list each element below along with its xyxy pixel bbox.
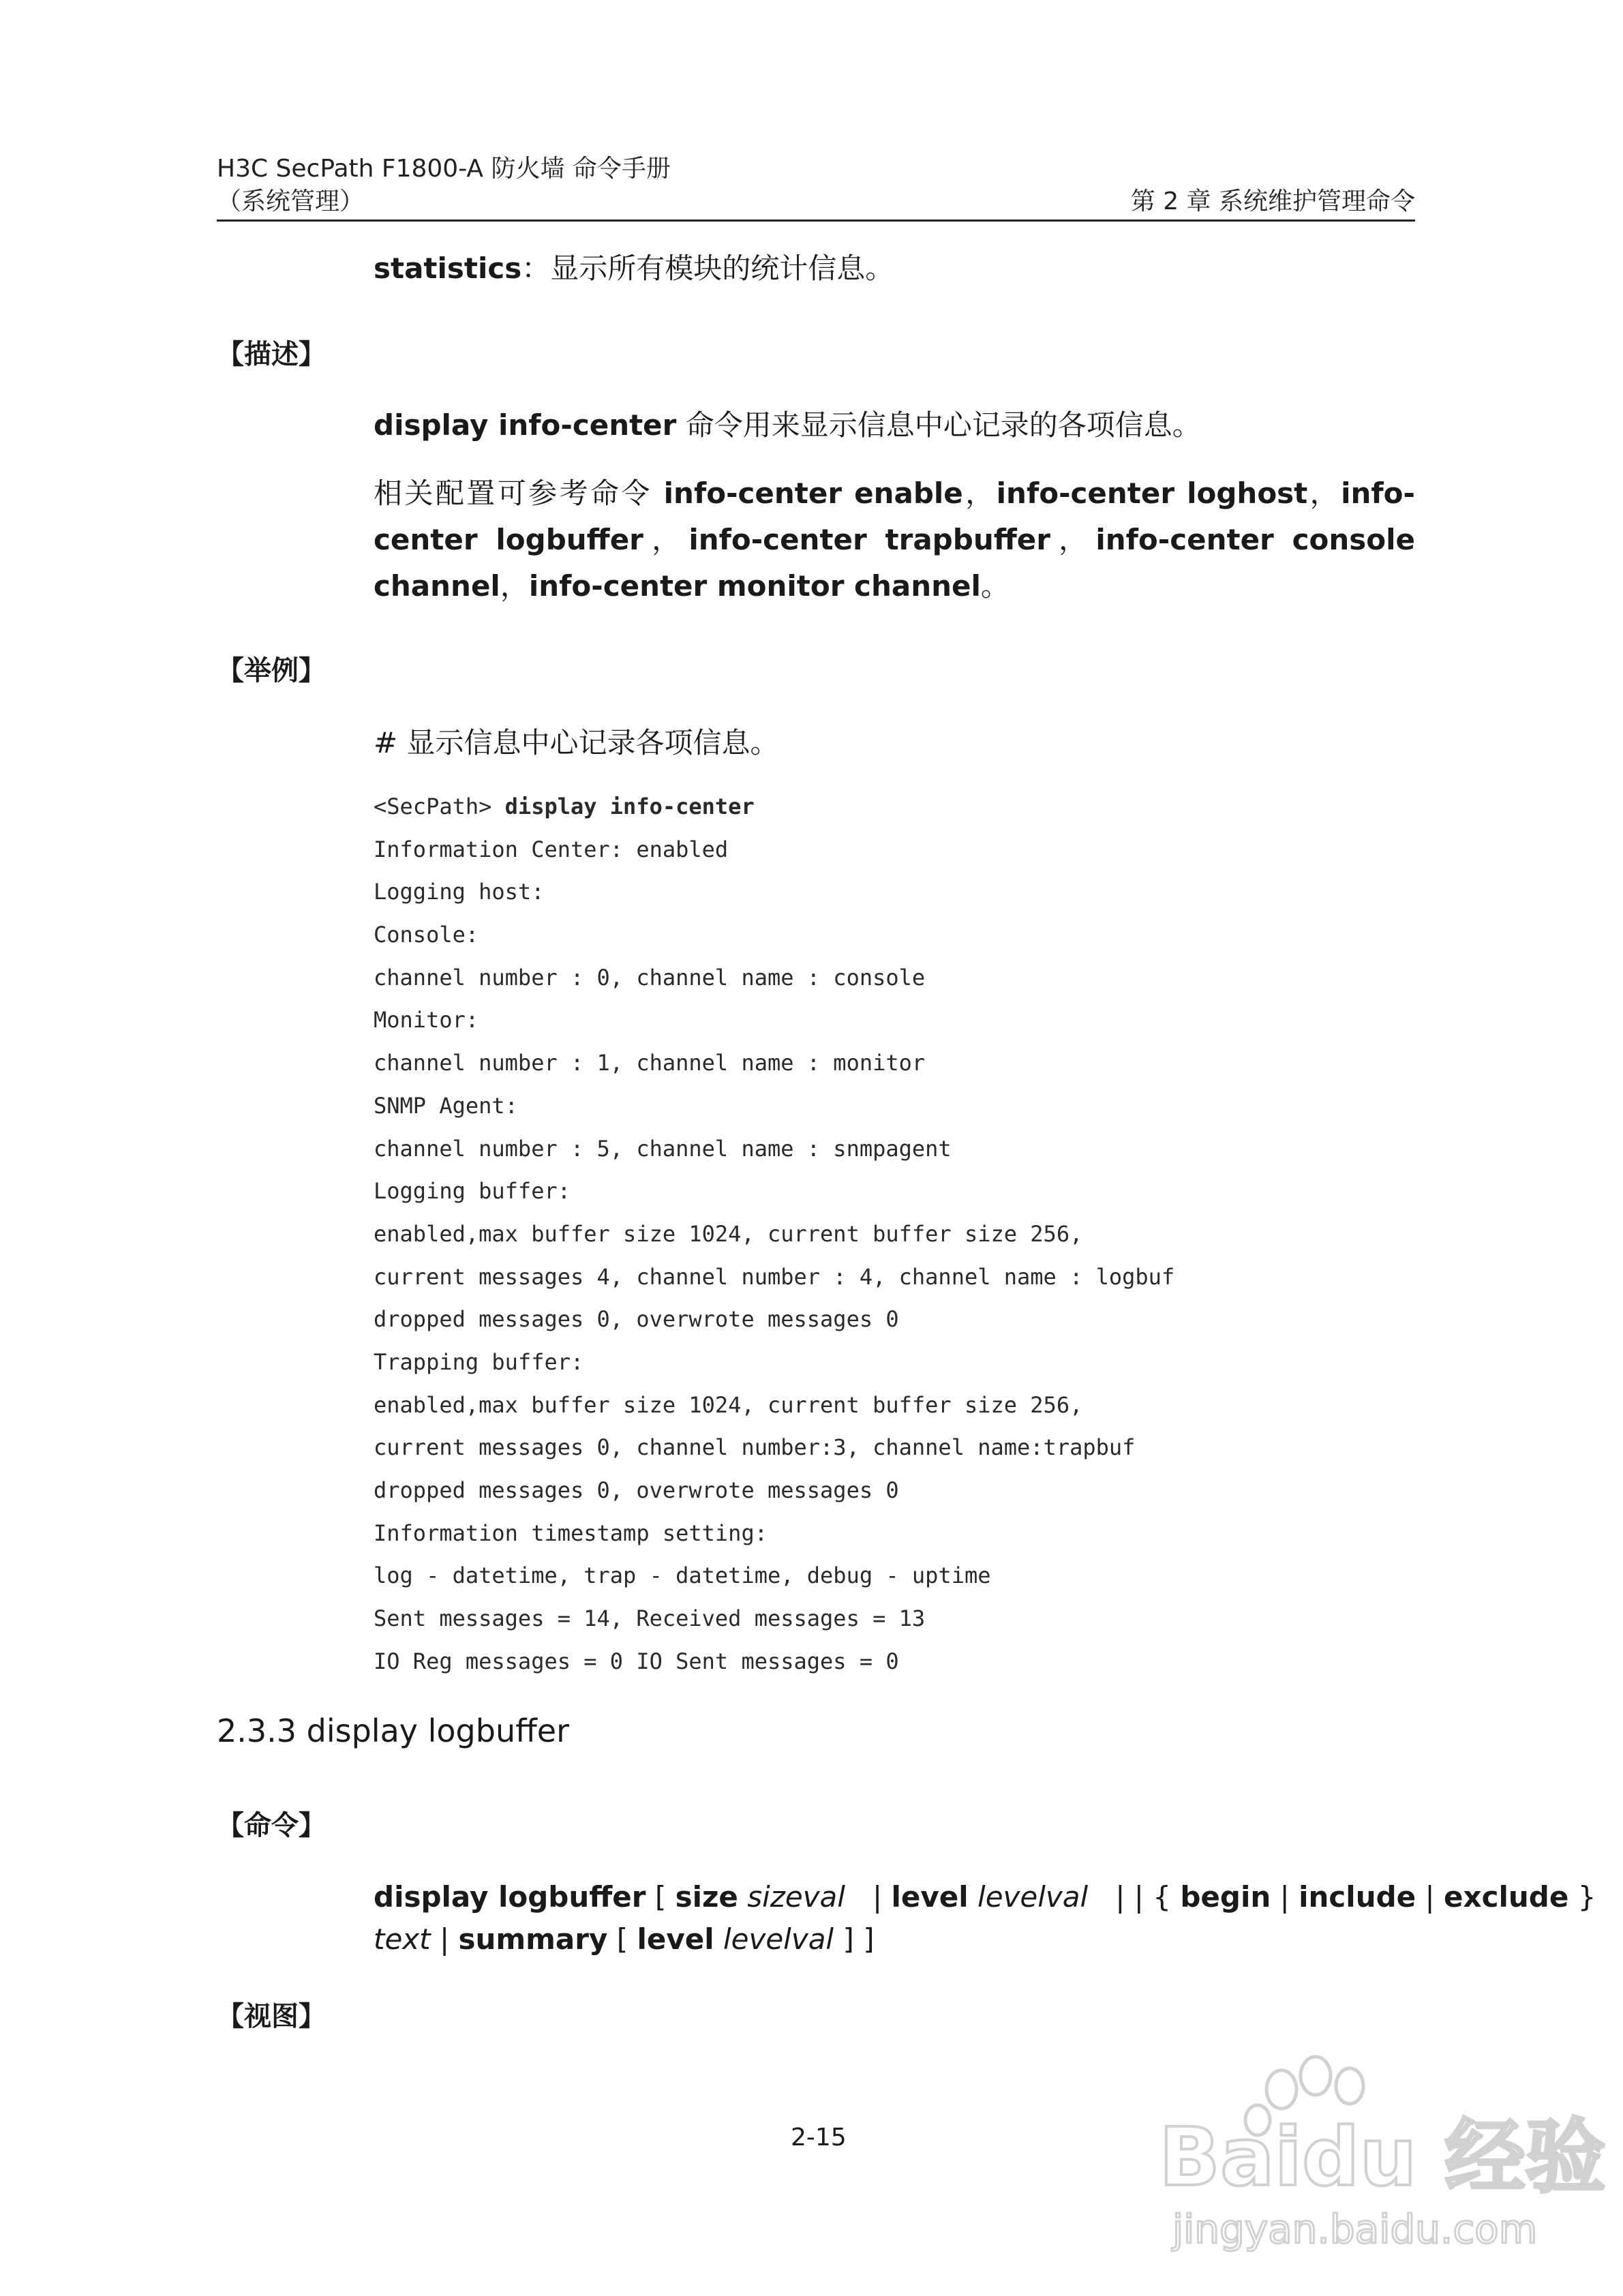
syntax-token: | (1271, 1880, 1299, 1914)
related-end: 。 (980, 569, 1010, 603)
code-line: channel number : 1, channel name : monitor (374, 1050, 926, 1076)
syntax-token: | (845, 1880, 892, 1914)
describe-paragraph-2 (374, 470, 1415, 609)
syntax-line-1 (374, 1876, 1596, 1918)
code-line: Information Center: enabled (374, 836, 729, 862)
code-line: Console: (374, 922, 479, 948)
related-cmd-4: info-center trapbuffer (688, 523, 1050, 556)
syntax-token: | (430, 1922, 459, 1956)
related-cmd-1: info-center enable (663, 477, 963, 510)
describe-text: 命令用来显示信息中心记录的各项信息。 (676, 408, 1201, 442)
syntax-token (714, 1922, 723, 1956)
syntax-token: ] ] (834, 1922, 875, 1956)
code-line: IO Reg messages = 0 IO Sent messages = 0 (374, 1648, 899, 1674)
header-doc-title: H3C SecPath F1800-A 防火墙 命令手册 (217, 155, 671, 183)
code-line: Logging host: (374, 879, 545, 905)
describe-paragraph-1 (374, 409, 1201, 442)
syntax-token: begin (1180, 1880, 1271, 1914)
syntax-token: text (374, 1922, 431, 1956)
code-line: Sent messages = 14, Received messages = 13 (374, 1605, 926, 1632)
code-line: SNMP Agent: (374, 1092, 518, 1119)
code-line: dropped messages 0, overwrote messages 0 (374, 1477, 899, 1503)
code-line: enabled,max buffer size 1024, current buffer size 256, (374, 1220, 1083, 1247)
related-sep-2: ， (1307, 477, 1341, 510)
code-line: current messages 0, channel number:3, channel name:trapbuf (374, 1434, 1136, 1461)
syntax-token: | | { (1088, 1880, 1181, 1914)
code-line: log - datetime, trap - datetime, debug - uptime (374, 1562, 991, 1589)
syntax-token: level (637, 1922, 714, 1956)
syntax-token: size (675, 1880, 738, 1914)
related-sep-1: ， (962, 477, 997, 510)
syntax-token: sizeval (747, 1880, 845, 1914)
code-line: Trapping buffer: (374, 1348, 584, 1375)
header-chapter: 第 2 章 系统维护管理命令 (1130, 187, 1415, 215)
code-command: display info-center (504, 794, 755, 819)
code-line: channel number : 5, channel name : snmpagent (374, 1135, 952, 1162)
code-line: Monitor: (374, 1007, 479, 1033)
section-heading-describe: 【描述】 (217, 339, 326, 370)
subsection-title: 2.3.3 display logbuffer (217, 1712, 570, 1749)
syntax-token: | (1416, 1880, 1444, 1914)
watermark-brand: Baidu 经验 (1159, 2110, 1606, 2204)
syntax-token: levelval (723, 1922, 834, 1956)
statistics-keyword: statistics (374, 252, 522, 285)
syntax-token: exclude (1444, 1880, 1569, 1914)
related-intro: 相关配置可参考命令 (374, 477, 664, 510)
section-heading-view: 【视图】 (217, 2001, 326, 2032)
related-cmd-2: info-center loghost (996, 477, 1308, 510)
related-sep-3: ， (643, 523, 689, 556)
syntax-token: [ (607, 1922, 637, 1956)
syntax-line-2 (374, 1918, 1596, 1961)
code-line: current messages 4, channel number : 4, channel name : logbuf (374, 1263, 1175, 1290)
code-line: channel number : 0, channel name : console (374, 964, 926, 991)
related-sep-5: ， (500, 569, 529, 603)
baidu-jingyan-watermark (1152, 2049, 1606, 2253)
header-doc-subtitle: （系统管理） (217, 187, 365, 215)
related-cmd-3: info-center logbuffer (374, 477, 1415, 556)
section-heading-command: 【命令】 (217, 1810, 326, 1841)
syntax-token: levelval (977, 1880, 1089, 1914)
syntax-token (969, 1880, 977, 1914)
syntax-token: [ (646, 1880, 676, 1914)
code-block (374, 785, 1464, 1682)
syntax-token: display logbuffer (374, 1880, 646, 1914)
code-line-command (374, 785, 1464, 828)
syntax-token: level (891, 1880, 969, 1914)
page-number: 2-15 (791, 2124, 847, 2151)
code-line: enabled,max buffer size 1024, current buffer size 256, (374, 1391, 1083, 1418)
code-line: Information timestamp setting: (374, 1520, 768, 1546)
section-heading-example: 【举例】 (217, 655, 326, 686)
code-prompt: <SecPath> (374, 794, 505, 819)
syntax-token (738, 1880, 747, 1914)
command-syntax (374, 1876, 1596, 1961)
related-cmd-6: info-center monitor channel (528, 569, 981, 603)
code-line: Logging buffer: (374, 1178, 571, 1205)
header-rule (217, 220, 1415, 222)
syntax-token: summary (458, 1922, 608, 1956)
syntax-token: include (1299, 1880, 1416, 1914)
watermark-url: jingyan.baidu.com (1172, 2206, 1538, 2252)
related-cmd-5: info-center console channel (374, 523, 1415, 603)
describe-keyword: display info-center (374, 408, 677, 442)
example-intro: # 显示信息中心记录各项信息。 (374, 726, 779, 759)
syntax-token: } (1568, 1880, 1596, 1914)
statistics-line (374, 252, 894, 285)
related-sep-4: ， (1050, 523, 1096, 556)
code-line: dropped messages 0, overwrote messages 0 (374, 1306, 899, 1333)
statistics-text: ：显示所有模块的统计信息。 (521, 252, 894, 285)
